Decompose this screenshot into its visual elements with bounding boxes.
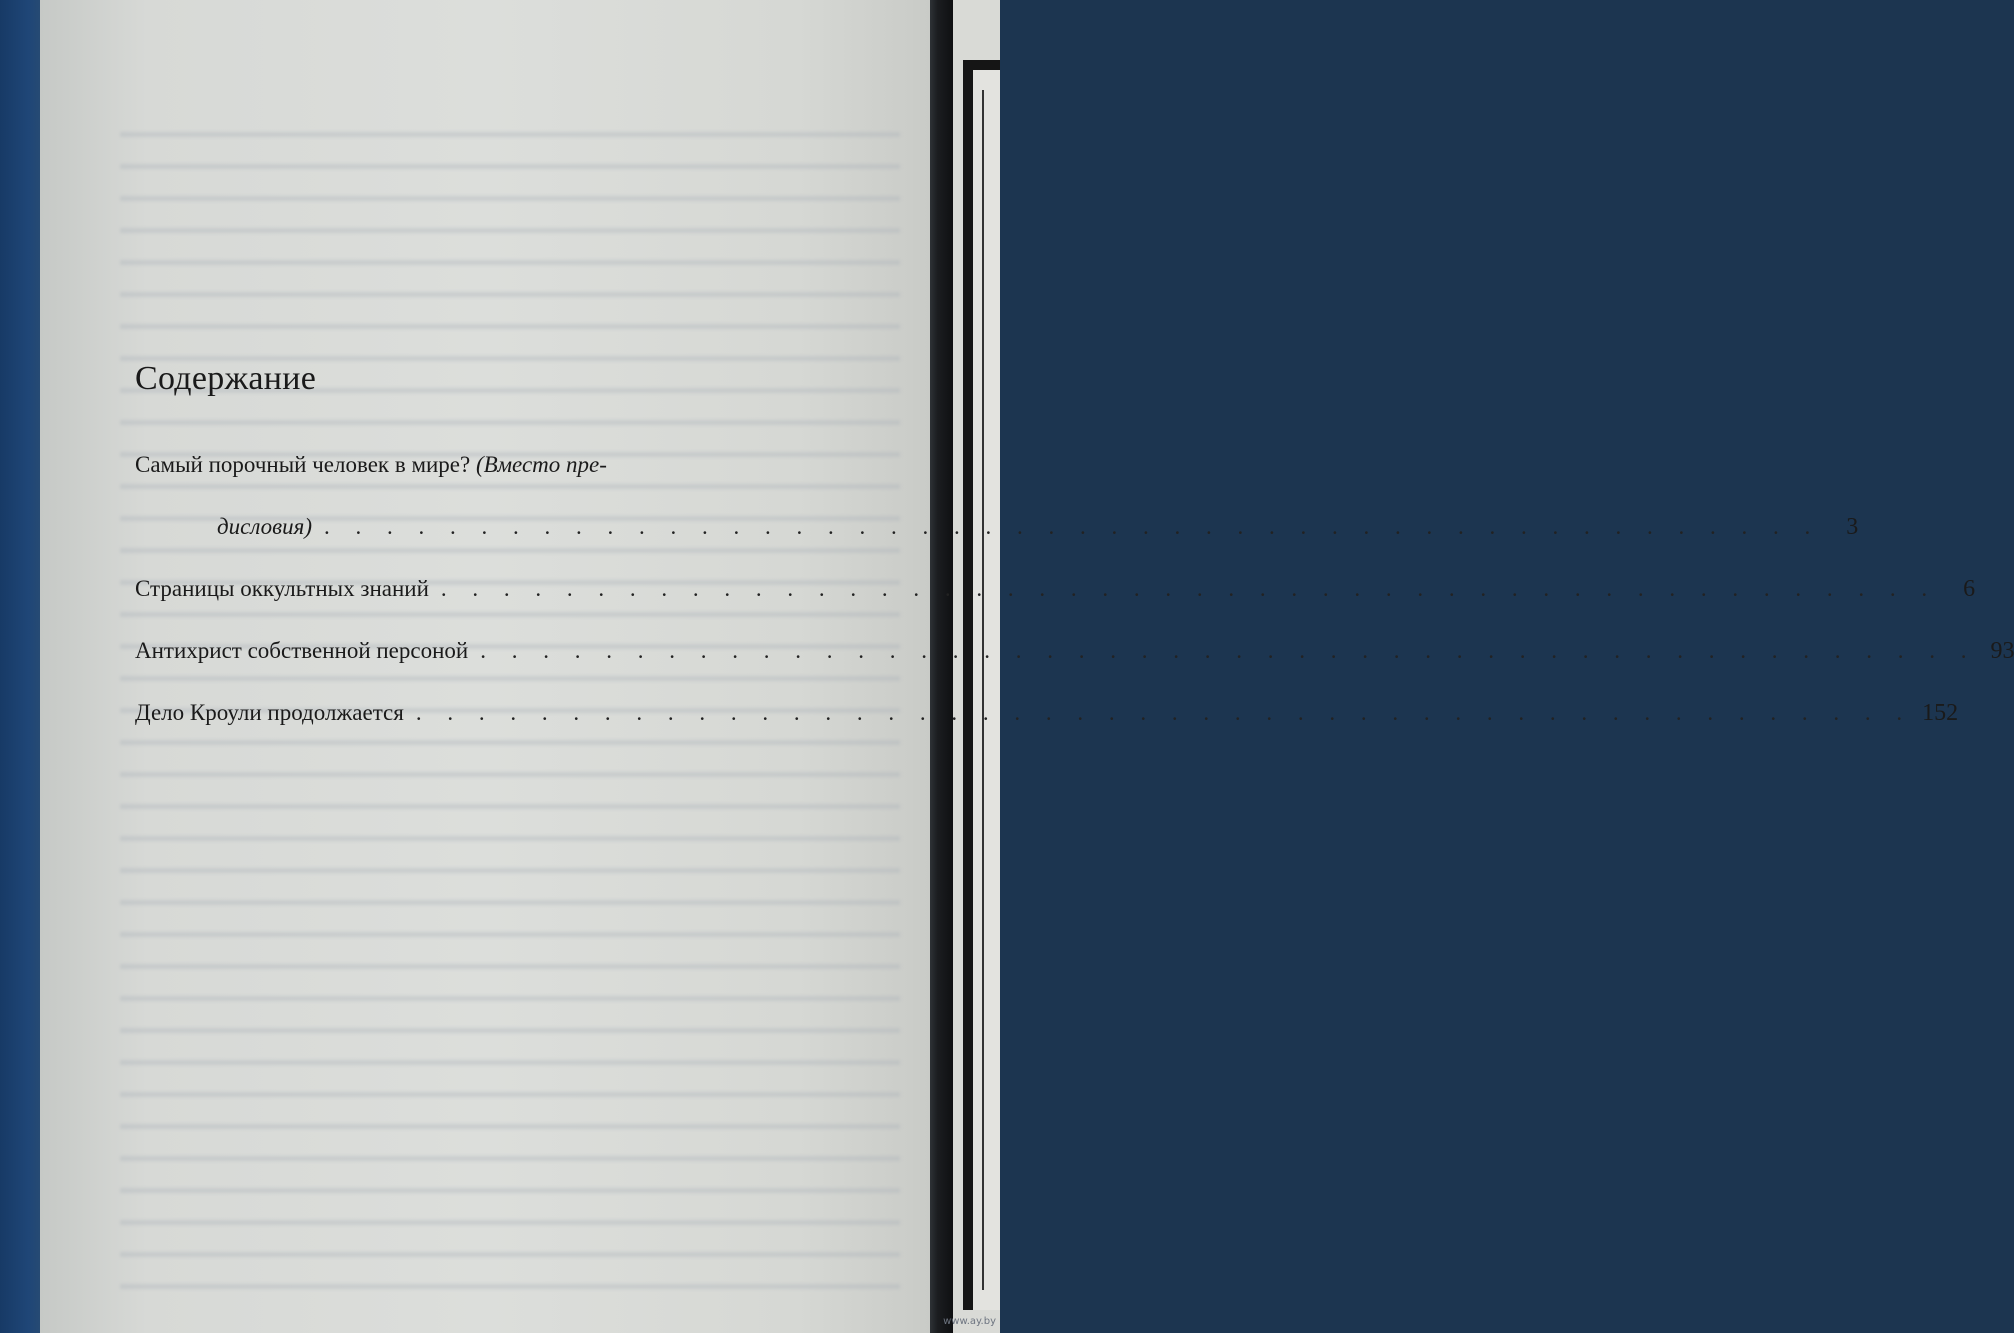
watermark: www.ay.by: [943, 1316, 996, 1327]
toc-entry-main-text: Самый порочный человек в мире?: [135, 452, 471, 477]
toc-page-number: 152: [1922, 700, 1959, 726]
toc-entry-1: [135, 434, 1859, 558]
toc-entry-text: Антихрист собственной персоной: [135, 638, 469, 663]
toc-entry-3: [135, 620, 2014, 682]
toc-leader-dots: . . . . . . . . . . . . . . . . . . . . . . . . . . . . . . . . . . . . . . . . . . . . . . . .: [440, 576, 1938, 601]
toc-leader-dots: . . . . . . . . . . . . . . . . . . . . . . . . . . . . . . . . . . . . . . . . . . . . . . . .: [415, 700, 1913, 725]
toc-leader-dots: . . . . . . . . . . . . . . . . . . . . . . . . . . . . . . . . . . . . . . . . . . . . . . . .: [324, 514, 1821, 539]
toc-entry-text: Дело Кроули продолжается: [135, 700, 404, 725]
toc-page-number: 3: [1846, 514, 1859, 540]
toc-entry-text: [135, 434, 607, 496]
toc-page-number: 93: [1990, 638, 2014, 664]
toc-entry-4: [135, 682, 1959, 744]
toc-page-number: 6: [1963, 576, 1976, 602]
toc-entry-2: [135, 558, 1976, 620]
toc-leader-dots: . . . . . . . . . . . . . . . . . . . . . . . . . . . . . . . . . . . . . . . . . . . . . . . .: [480, 638, 1977, 663]
toc-entry-text: Страницы оккультных знаний: [135, 576, 429, 601]
toc-entry-italic-text: (Вместо пре-: [475, 452, 607, 477]
table-of-contents: [135, 360, 2014, 744]
toc-entry-continuation: дисловия): [217, 514, 312, 539]
toc-title: Содержание: [135, 360, 317, 397]
